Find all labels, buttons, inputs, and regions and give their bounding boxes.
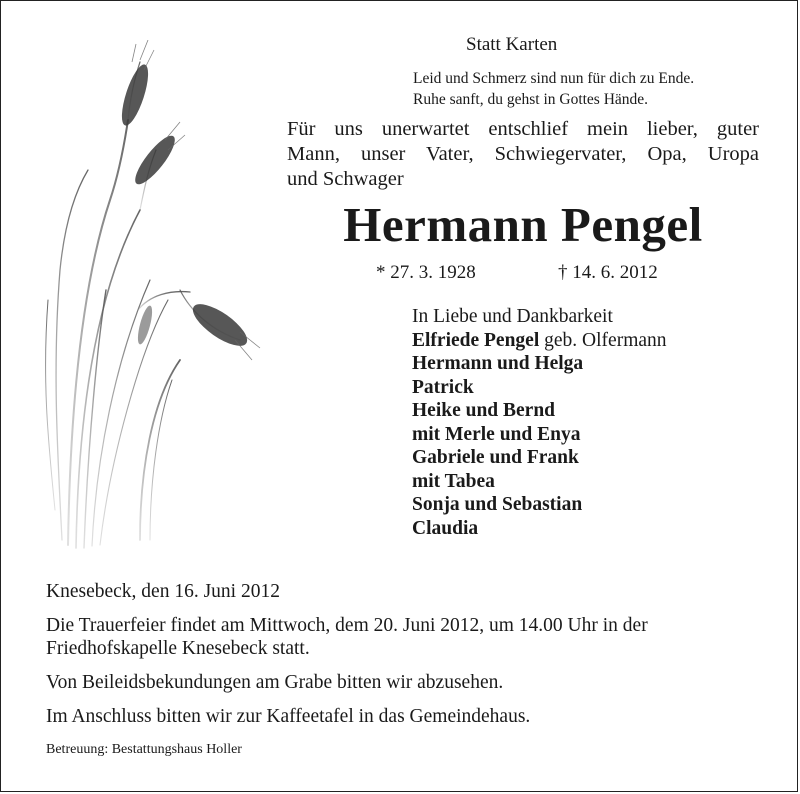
ceremony-info [46,614,648,660]
coffee-note: Im Anschluss bitten wir zur Kaffeetafel in das Gemeindehaus. [46,706,531,727]
mourner-item: mit Merle und Enya [412,423,581,445]
quote-line-1: Leid und Schmerz sind nun für dich zu Ende. [413,70,695,87]
mourner-item: Hermann und Helga [412,353,584,374]
intro-line-3: und Schwager [287,168,404,190]
intro-line-1: Für uns unerwartet entschlief mein lieber, guter [287,118,759,140]
place-date: Knesebeck, den 16. Juni 2012 [46,581,280,602]
ceremony-line-2: Friedhofskapelle Knesebeck statt. [46,638,310,659]
memorial-quote [413,68,694,110]
birth-date: * 27. 3. 1928 [376,262,476,283]
notice-footer [46,580,648,739]
mourner-item: Patrick [412,376,474,398]
mourner-item: Claudia [412,517,479,539]
condolences-note: Von Beileidsbekundungen am Grabe bitten wir abzusehen. [46,672,504,693]
mourner-item: Gabriele und Frank [412,447,579,468]
mourner-widow [412,329,667,353]
funeral-home-credit: Betreuung: Bestattungshaus Holler [46,742,242,757]
mourners-list [412,305,667,540]
mourner-widow-name: Elfriede Pengel [412,329,540,351]
deceased-name: Hermann Pengel [343,197,703,252]
mourner-widow-maiden: geb. Olfermann [539,329,667,351]
intro-line-2: Mann, unser Vater, Schwiegervater, Opa, Uropa [287,143,759,165]
intro-text [287,117,759,192]
mourner-item: Heike und Bernd [412,400,556,421]
mourners-intro: In Liebe und Dankbarkeit [412,306,613,327]
heading-statt-karten: Statt Karten [466,34,558,55]
ceremony-line-1: Die Trauerfeier findet am Mittwoch, dem 20. Juni 2012, um 14.00 Uhr in der [46,615,648,636]
quote-line-2: Ruhe sanft, du gehst in Gottes Hände. [413,91,649,108]
death-date: † 14. 6. 2012 [558,262,658,283]
mourner-item: mit Tabea [412,470,495,492]
mourner-item: Sonja und Sebastian [412,494,583,515]
wheat-illustration [40,40,270,560]
